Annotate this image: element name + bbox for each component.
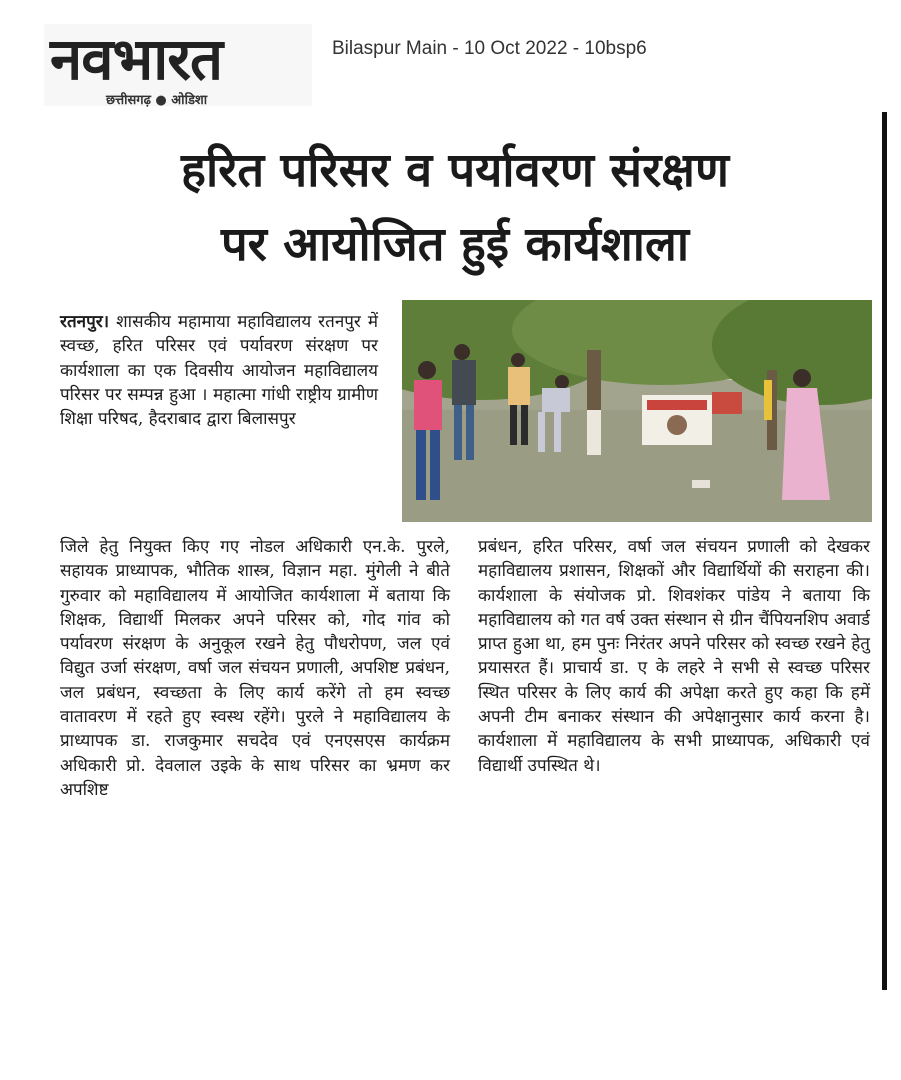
article-photo — [402, 300, 872, 522]
article-column-2: जिले हेतु नियुक्त किए गए नोडल अधिकारी एन.के. पुरले, सहायक प्राध्यापक, भौतिक शास्त्र, विज्ञान महा. मुंगेली ने बीते गुरुवार को महाविद्यालय में आयोजित कार्यशाला में बताया कि शिक्षक, विद्यार्थी मिलकर अपने परिसर को, गोद गांव को पर्यावरण संरक्षण के अनुकूल रखने हेतु पौधरोपण, जल एवं विद्युत उर्जा संरक्षण, वर्षा जल संचयन प्रणाली, अपशिष्ट प्रबंधन, जल प्रबंधन, स्वच्छता के लिए कार्य करेंगे तो हम स्वच्छ वातावरण में रहते हुए स्वस्थ रहेंगे। पुरले ने महाविद्यालय के प्राध्यापक डा. राजकुमार सचदेव एवं एनएसएस कार्यक्रम अधिकारी प्रो. देवलाल उइके के साथ परिसर का भ्रमण कर अपशिष्ट — [60, 537, 450, 800]
edition-info: Bilaspur Main - 10 Oct 2022 - 10bsp6 — [332, 38, 647, 59]
article-column-3: प्रबंधन, हरित परिसर, वर्षा जल संचयन प्रणाली को देखकर महाविद्यालय प्रशासन, शिक्षकों और विद्यार्थियों की सराहना की। कार्यशाला के संयोजक प्रो. शिवशंकर पांडेय ने बताया कि महाविद्यालय को गत वर्ष उक्त संस्थान से ग्रीन चैंपियनशिप अवार्ड प्राप्त हुआ था, हम पुनः निरंतर अपने परिसर को स्वच्छ रखने हेतु प्रयासरत हैं। प्राचार्य डा. ए के लहरे ने सभी से स्वच्छ परिसर स्थित परिसर के लिए कार्य की अपेक्षा करते हुए कहा कि हमें अपनी टीम बनाकर संस्थान की अपेक्षानुसार कार्य करना है। कार्यशाला में महाविद्यालय के सभी प्राध्यापक, अधिकारी एवं विद्यार्थी उपस्थित थे। — [478, 537, 870, 776]
headline-line-2: पर आयोजित हुई कार्यशाला — [220, 217, 690, 272]
column-rule — [882, 112, 887, 990]
article-column-1 — [60, 310, 378, 431]
newspaper-logo: नवभारत — [50, 25, 223, 93]
dateline: रतनपुर। — [60, 312, 110, 332]
article-text-1: शासकीय महामाया महाविद्यालय रतनपुर में स्वच्छ, हरित परिसर एवं पर्यावरण संरक्षण पर कार्यशाला का एक दिवसीय आयोजन महाविद्यालय परिसर पर सम्पन्न हुआ । महात्मा गांधी राष्ट्रीय ग्रामीण शिक्षा परिषद, हैदराबाद द्वारा बिलासपुर — [60, 312, 378, 430]
masthead-subtitle: छत्तीसगढ़ ● ओडिशा — [106, 93, 208, 108]
headline-line-1: हरित परिसर व पर्यावरण संरक्षण — [181, 143, 729, 198]
campus-cleanliness-photo-icon — [402, 300, 872, 522]
newspaper-masthead — [44, 24, 312, 106]
article-headline — [40, 134, 870, 282]
